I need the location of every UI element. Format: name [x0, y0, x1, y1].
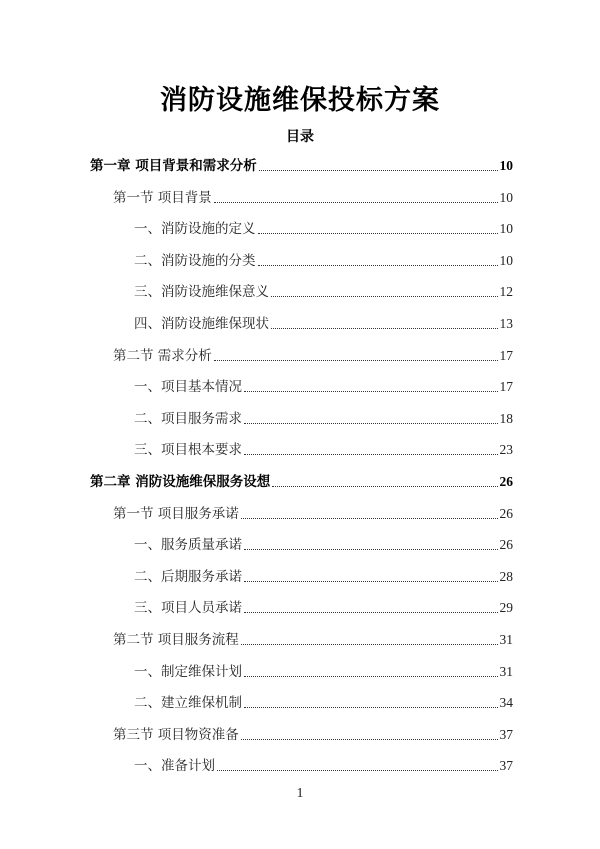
toc-entry-label: 二、后期服务承诺	[134, 568, 242, 585]
toc-heading: 目录	[286, 129, 314, 145]
toc-leader-dots	[244, 612, 498, 613]
toc-entry[interactable]	[134, 315, 513, 333]
toc-entry-label: 三、项目根本要求	[134, 442, 242, 459]
toc-entry-page: 37	[499, 758, 513, 774]
toc-entry-label: 三、项目人员承诺	[134, 600, 242, 617]
toc-entry[interactable]	[134, 410, 513, 428]
toc-entry[interactable]	[134, 757, 513, 775]
toc-entry-label: 四、消防设施维保现状	[134, 316, 269, 332]
toc-leader-dots	[244, 454, 498, 455]
toc-leader-dots	[241, 518, 498, 519]
toc-entry-label: 二、项目服务需求	[134, 410, 242, 427]
toc-entry-page: 10	[499, 158, 513, 173]
toc-leader-dots	[244, 581, 498, 582]
toc-leader-dots	[241, 644, 498, 645]
toc-entry[interactable]	[113, 631, 513, 649]
toc-entry[interactable]	[134, 283, 513, 301]
toc-entry[interactable]	[90, 157, 513, 175]
toc-entry[interactable]	[134, 568, 513, 586]
toc-entry-label: 一、制定维保计划	[134, 663, 242, 680]
toc-leader-dots	[244, 423, 498, 424]
toc-entry-page: 13	[499, 316, 513, 331]
toc-entry[interactable]	[134, 441, 513, 459]
toc-leader-dots	[214, 360, 498, 361]
toc-entry-page: 18	[499, 410, 513, 426]
toc-entry[interactable]	[134, 252, 513, 270]
toc-entry-label: 第二节 项目服务流程	[113, 632, 239, 648]
toc-leader-dots	[244, 707, 498, 708]
toc-entry-page: 31	[499, 663, 513, 679]
toc-entry[interactable]	[134, 694, 513, 712]
toc-entry[interactable]	[134, 536, 513, 554]
toc-leader-dots	[272, 486, 497, 487]
toc-entry-label: 第二节 需求分析	[113, 347, 212, 364]
toc-entry-label: 二、建立维保机制	[134, 695, 242, 712]
toc-entry-page: 26	[499, 505, 513, 521]
toc-entry-label: 二、消防设施的分类	[134, 252, 256, 269]
toc-entry-page: 29	[499, 600, 513, 616]
toc-entry-page: 12	[499, 284, 513, 300]
toc-entry[interactable]	[113, 347, 513, 365]
toc-entry-page: 23	[499, 442, 513, 458]
toc-entry-label: 第一节 项目背景	[113, 189, 212, 206]
toc-entry[interactable]	[113, 189, 513, 207]
toc-entry-label: 一、准备计划	[134, 758, 215, 775]
toc-entry-page: 10	[499, 189, 513, 205]
toc-entry[interactable]	[90, 473, 513, 491]
toc-entry[interactable]	[113, 505, 513, 523]
toc-entry-page: 26	[499, 537, 513, 553]
toc-leader-dots	[258, 265, 498, 266]
document-title: 消防设施维保投标方案	[160, 85, 440, 116]
toc-leader-dots	[241, 739, 498, 740]
page-number: 1	[296, 786, 304, 801]
toc-leader-dots	[271, 328, 498, 329]
toc-entry[interactable]	[134, 599, 513, 617]
toc-entry-label: 第三节 项目物资准备	[113, 726, 239, 743]
toc-entry-page: 37	[499, 726, 513, 742]
toc-leader-dots	[258, 233, 498, 234]
toc-entry-label: 第一节 项目服务承诺	[113, 505, 239, 522]
toc-entry-page: 10	[499, 221, 513, 237]
toc-leader-dots	[244, 549, 498, 550]
toc-entry[interactable]	[134, 663, 513, 681]
toc-entry-page: 31	[499, 632, 513, 647]
toc-entry-label: 一、项目基本情况	[134, 379, 242, 396]
toc-leader-dots	[214, 202, 498, 203]
toc-entry-label: 一、消防设施的定义	[134, 221, 256, 238]
toc-entry-page: 10	[499, 252, 513, 268]
toc-entry-label: 第一章 项目背景和需求分析	[90, 158, 257, 174]
toc-entry-label: 一、服务质量承诺	[134, 537, 242, 554]
toc-entry-page: 26	[499, 474, 513, 489]
toc-entry[interactable]	[113, 726, 513, 744]
toc-leader-dots	[217, 770, 498, 771]
toc-entry-page: 28	[499, 568, 513, 584]
toc-entry-label: 三、消防设施维保意义	[134, 284, 269, 301]
toc-entry-label: 第二章 消防设施维保服务设想	[90, 474, 271, 490]
toc-entry-page: 17	[499, 379, 513, 395]
toc-leader-dots	[244, 676, 498, 677]
toc-entry[interactable]	[134, 220, 513, 238]
toc-entry[interactable]	[134, 378, 513, 396]
toc-leader-dots	[271, 296, 498, 297]
toc-leader-dots	[244, 391, 498, 392]
toc-entry-page: 17	[499, 347, 513, 363]
toc-leader-dots	[259, 170, 498, 171]
toc-entry-page: 34	[499, 695, 513, 711]
